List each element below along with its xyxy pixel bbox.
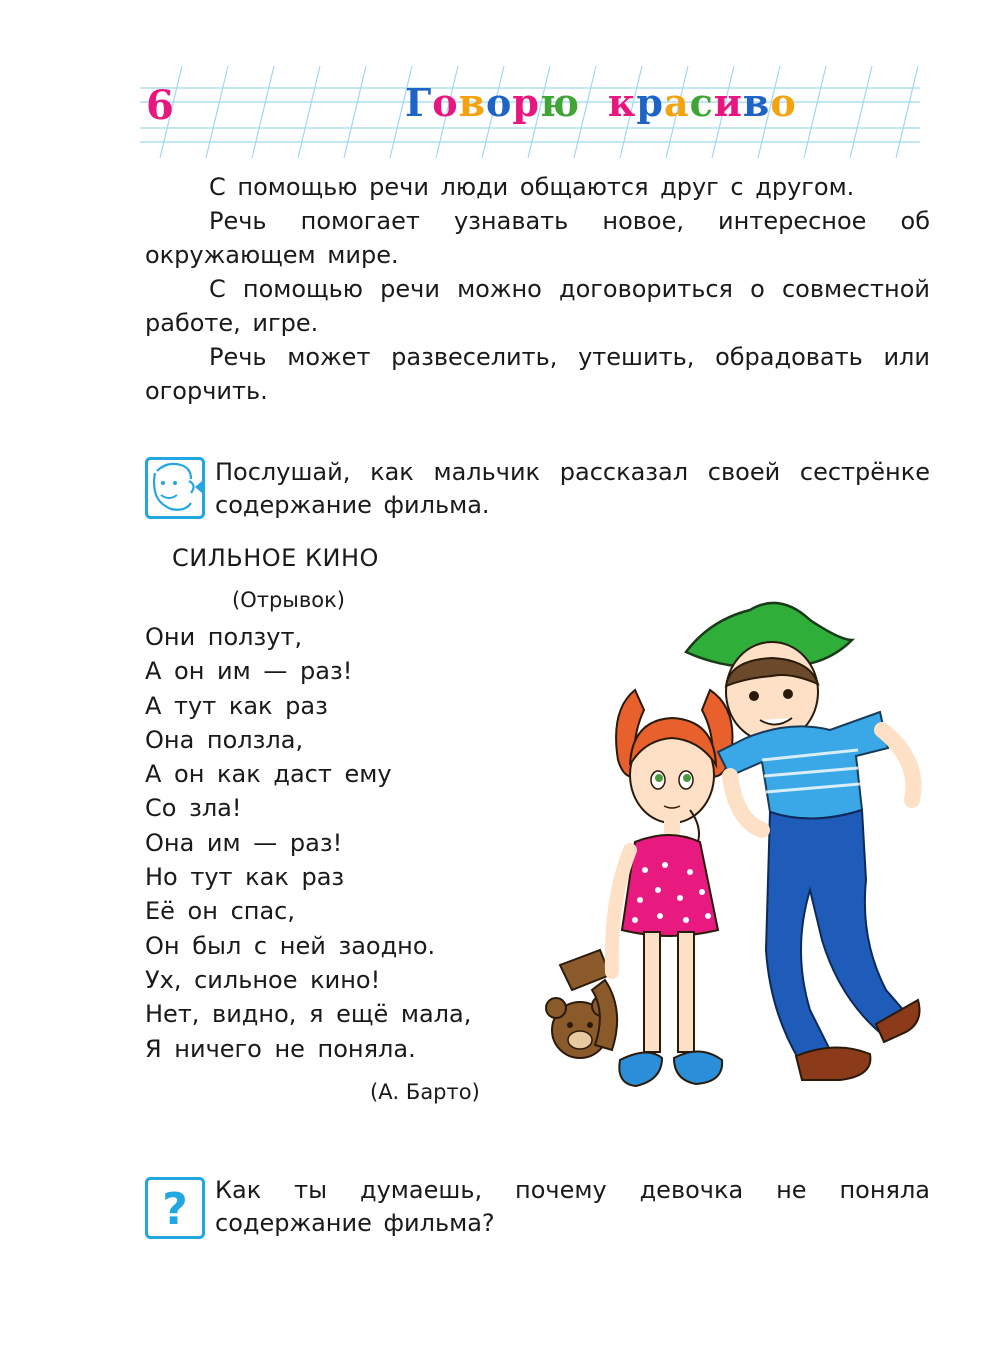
title-letter: в xyxy=(742,80,771,125)
poem-line: Её он спас, xyxy=(145,897,295,926)
girl-figure xyxy=(612,690,733,1086)
question-mark-icon xyxy=(145,1177,205,1239)
poem-line: Ух, сильное кино! xyxy=(145,965,381,994)
title-letter: а xyxy=(663,80,690,125)
section-title xyxy=(405,80,797,126)
poem-title: СИЛЬНОЕ КИНО xyxy=(172,544,379,572)
title-letter: о xyxy=(432,80,459,125)
title-letter: о xyxy=(486,80,513,125)
title-letter: ю xyxy=(539,80,580,125)
intro-paragraph: Речь помогает узнавать новое, интересное об окружающем мире. xyxy=(145,207,930,269)
page-number: 6 xyxy=(146,82,174,129)
question-text: Как ты думаешь, почему девочка не поняла содержание фильма? xyxy=(215,1176,930,1237)
title-letter: и xyxy=(713,80,743,125)
task-instruction: Послушай, как мальчик рассказал своей сестрёнке содержание фильма. xyxy=(215,458,930,519)
intro-paragraph: С помощью речи люди общаются друг с другом. xyxy=(209,173,855,201)
poem-line: А он как даст ему xyxy=(145,760,392,789)
boy-figure xyxy=(686,603,920,1080)
title-letter: Г xyxy=(405,80,433,125)
title-letter: в xyxy=(458,80,487,125)
poem-line: Со зла! xyxy=(145,794,242,823)
poem-line: Она ползла, xyxy=(145,725,304,754)
listening-child-icon xyxy=(145,457,205,519)
poem-line: А тут как раз xyxy=(145,691,328,720)
poem-line: Но тут как раз xyxy=(145,863,345,892)
poem-body xyxy=(145,620,471,1066)
title-letter: к xyxy=(607,80,637,125)
title-letter: с xyxy=(689,80,714,125)
intro-text xyxy=(145,170,930,408)
intro-paragraph: С помощью речи можно договориться о совместной работе, игре. xyxy=(145,275,930,337)
title-letter: р xyxy=(636,80,664,125)
section-title-word-1 xyxy=(405,80,580,125)
title-letter: р xyxy=(512,80,540,125)
page-header xyxy=(140,62,920,162)
children-illustration xyxy=(540,580,940,1110)
section-title-word-2 xyxy=(608,80,797,125)
poem-line: А он им — раз! xyxy=(145,657,353,686)
poem-line: Он был с ней заодно. xyxy=(145,931,436,960)
poem-line: Они ползут, xyxy=(145,623,303,651)
poem-line: Я ничего не поняла. xyxy=(145,1034,416,1063)
poem-line: Она им — раз! xyxy=(145,828,343,857)
poem-line: Нет, видно, я ещё мала, xyxy=(145,1000,472,1029)
poem-subtitle: (Отрывок) xyxy=(232,588,345,612)
intro-paragraph: Речь может развеселить, утешить, обрадовать или огорчить. xyxy=(145,343,930,405)
title-letter: о xyxy=(770,80,797,125)
poem-author: (А. Барто) xyxy=(370,1080,480,1104)
svg-text:?: ? xyxy=(162,1184,188,1235)
